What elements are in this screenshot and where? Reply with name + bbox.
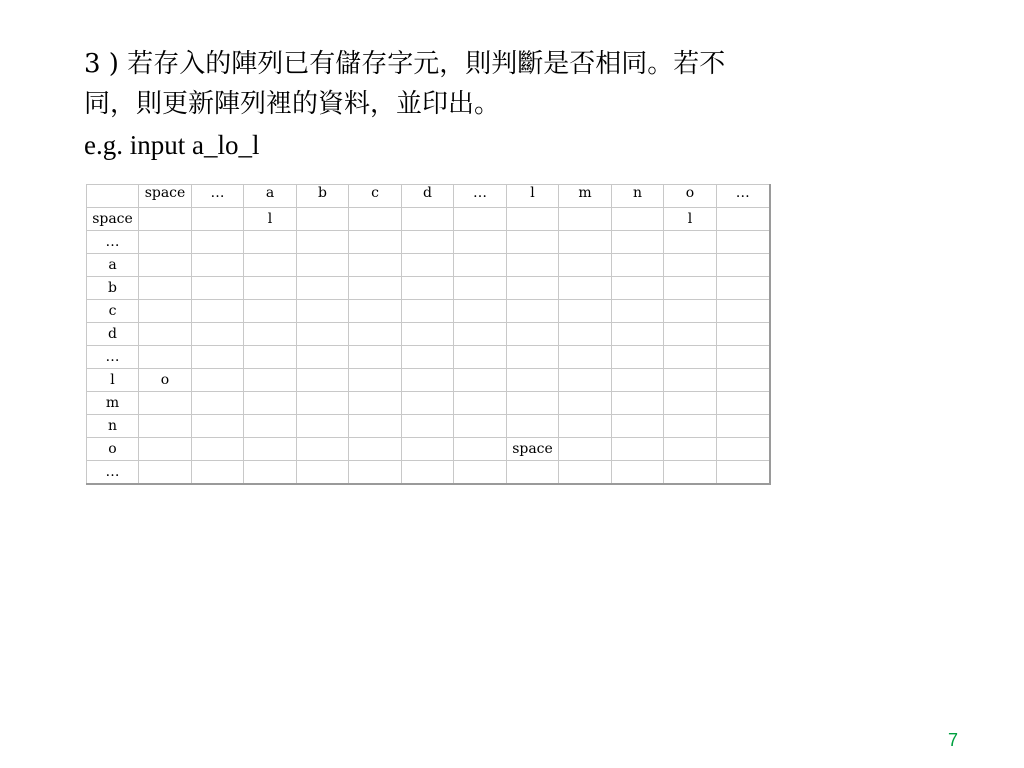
table-cell [559,461,612,485]
column-header: o [664,185,717,208]
table-cell [559,392,612,415]
table-cell [192,300,244,323]
table-row [87,254,770,277]
table-cell [297,254,349,277]
row-header: … [87,346,139,369]
table-cell [349,438,402,461]
table-cell: l [664,208,717,231]
table-cell [402,438,454,461]
table-cell [297,415,349,438]
table-cell [612,346,664,369]
table-row [87,300,770,323]
row-header: … [87,231,139,254]
table-cell [244,277,297,300]
table-cell [559,254,612,277]
table-cell [612,277,664,300]
table-cell [717,323,770,346]
table-cell [717,231,770,254]
table-cell [349,300,402,323]
table-cell [559,208,612,231]
table-header-row [87,185,770,208]
table-cell [244,346,297,369]
table-cell [559,369,612,392]
table-row [87,415,770,438]
table-cell [612,323,664,346]
table-corner-cell [87,185,139,208]
table-cell [717,438,770,461]
table-cell [664,438,717,461]
table-cell [559,415,612,438]
table-cell [139,323,192,346]
slide-body-text [84,44,934,166]
table-cell [612,461,664,485]
table-cell [297,277,349,300]
row-header: a [87,254,139,277]
table-cell [244,300,297,323]
table-cell [244,392,297,415]
table-cell [192,438,244,461]
column-header: … [454,185,507,208]
table-cell [559,438,612,461]
table-cell [192,461,244,485]
table-cell [192,208,244,231]
table-cell [507,392,559,415]
table-cell [192,277,244,300]
table-cell [244,231,297,254]
table-cell [612,231,664,254]
table-cell [139,461,192,485]
table-row [87,231,770,254]
example-input: e.g. input a_lo_l [84,130,260,160]
table-cell [717,346,770,369]
table-cell [612,254,664,277]
table-cell [192,346,244,369]
table-cell [664,392,717,415]
column-header: d [402,185,454,208]
row-header: m [87,392,139,415]
transition-table [86,184,771,485]
table-cell [192,415,244,438]
row-header: l [87,369,139,392]
table-row [87,277,770,300]
table-cell [454,254,507,277]
table-cell [664,369,717,392]
table-cell [402,369,454,392]
table-row [87,438,770,461]
table-cell [349,231,402,254]
table-cell [297,392,349,415]
table-cell [664,254,717,277]
table-cell [297,323,349,346]
table-cell [139,277,192,300]
table-cell [139,208,192,231]
column-header: … [192,185,244,208]
table-cell [612,369,664,392]
table-cell [507,277,559,300]
table-cell [507,415,559,438]
table-cell [297,231,349,254]
table-cell [349,323,402,346]
column-header: b [297,185,349,208]
table-cell [402,208,454,231]
table-cell [454,346,507,369]
table-cell [349,277,402,300]
page-number: 7 [948,730,959,750]
table-cell [244,254,297,277]
column-header: l [507,185,559,208]
table-cell [244,461,297,485]
table-cell [402,323,454,346]
table-cell [192,323,244,346]
table-cell [402,231,454,254]
table-cell [612,392,664,415]
table-cell [717,254,770,277]
row-header: o [87,438,139,461]
table-cell [612,438,664,461]
table-cell [454,208,507,231]
row-header: d [87,323,139,346]
table-cell [402,254,454,277]
table-cell [402,300,454,323]
table-cell [664,277,717,300]
table-cell [559,346,612,369]
table-row [87,323,770,346]
table-cell [297,346,349,369]
table-cell [559,231,612,254]
table-cell [349,392,402,415]
column-header: space [139,185,192,208]
table-cell [192,392,244,415]
table-cell [402,392,454,415]
table-cell [244,323,297,346]
table-cell [717,415,770,438]
table-cell [717,277,770,300]
table-cell [297,461,349,485]
table-cell [139,254,192,277]
table-cell [664,300,717,323]
table-cell [244,438,297,461]
table-cell [349,346,402,369]
table-cell [559,323,612,346]
table-cell [349,254,402,277]
table-cell [559,277,612,300]
column-header: c [349,185,402,208]
description-line-1: 3 ) 若存入的陣列已有儲存字元，則判斷是否相同。若不 [84,49,726,79]
table-cell [717,461,770,485]
table-cell [402,415,454,438]
table-cell [507,346,559,369]
table-cell [717,300,770,323]
table-cell [402,346,454,369]
table-cell [192,369,244,392]
table-cell [349,461,402,485]
table-cell [454,461,507,485]
table-cell [717,208,770,231]
table-cell [454,369,507,392]
table-cell [139,392,192,415]
table-cell [297,369,349,392]
table-cell [454,300,507,323]
row-header: n [87,415,139,438]
table-cell [454,392,507,415]
table-cell [507,208,559,231]
row-header: c [87,300,139,323]
table-cell [612,208,664,231]
table-cell [192,231,244,254]
table-cell [297,208,349,231]
table-cell [507,254,559,277]
table-cell [507,461,559,485]
table-row [87,346,770,369]
table-cell [612,300,664,323]
table-cell [192,254,244,277]
table-cell [297,438,349,461]
row-header: b [87,277,139,300]
table-cell [664,323,717,346]
column-header: a [244,185,297,208]
table-cell: space [507,438,559,461]
table-row [87,208,770,231]
table-cell [507,369,559,392]
table-cell [297,300,349,323]
column-header: n [612,185,664,208]
column-header: m [559,185,612,208]
table-cell [244,415,297,438]
table-cell: l [244,208,297,231]
table-row [87,369,770,392]
table-cell: o [139,369,192,392]
table-cell [664,461,717,485]
table-cell [349,415,402,438]
table-cell [559,300,612,323]
table-cell [664,415,717,438]
row-header: space [87,208,139,231]
table-cell [244,369,297,392]
table-cell [664,231,717,254]
table-cell [612,415,664,438]
table-cell [402,461,454,485]
table-cell [454,438,507,461]
table-row [87,392,770,415]
table-cell [349,208,402,231]
table-cell [454,277,507,300]
table-cell [402,277,454,300]
table-cell [664,346,717,369]
table-cell [139,346,192,369]
table-cell [139,300,192,323]
table-cell [349,369,402,392]
table-cell [717,392,770,415]
table-cell [454,323,507,346]
table-cell [139,231,192,254]
table-cell [507,300,559,323]
column-header: … [717,185,770,208]
description-line-2: 同，則更新陣列裡的資料，並印出。 [84,89,501,119]
table-cell [454,415,507,438]
table-cell [139,415,192,438]
table-cell [717,369,770,392]
table-cell [454,231,507,254]
table-cell [507,323,559,346]
table-row [87,461,770,485]
table-cell [139,438,192,461]
table-cell [507,231,559,254]
row-header: … [87,461,139,485]
